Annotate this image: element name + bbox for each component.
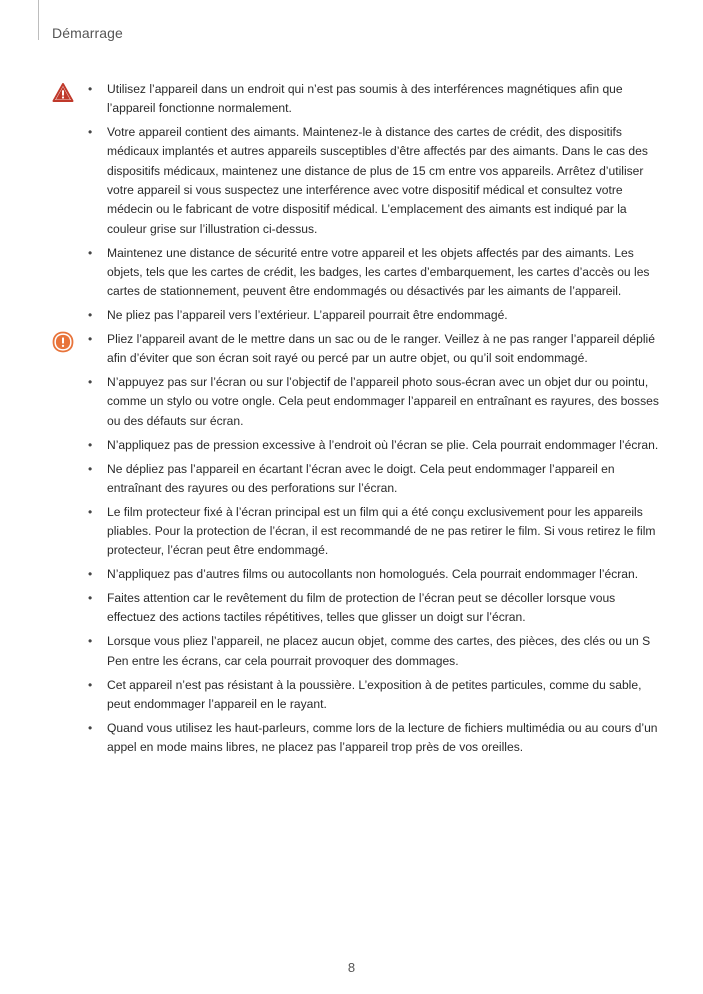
list-item-text: Cet appareil n’est pas résistant à la poussière. L’exposition à de petites particules, comme du sable, peut endommager l’appareil en le rayant. — [107, 677, 642, 711]
bullet-dot-icon: • — [88, 308, 93, 323]
list-item-text: Ne pliez pas l’appareil vers l’extérieur. L’appareil pourrait être endommagé. — [107, 308, 508, 323]
bullet-dot-icon: • — [88, 437, 93, 452]
list-item-text: Le film protecteur fixé à l’écran principal est un film qui a été conçu exclusivement pour les appareils pliables. Pour la protection de l’écran, il est recommandé de ne pas retirer le film. Si vous retirez le film protecteur, l’écran peut être endommagé. — [107, 504, 656, 558]
caution-circle-icon — [52, 331, 74, 353]
list-item — [88, 676, 660, 715]
list-item-text: Quand vous utilisez les haut-parleurs, comme lors de la lecture de fichiers multimédia ou au cours d’un appel en mode mains libres, ne placez pas l’appareil trop près de vos oreilles. — [107, 720, 658, 754]
list-item-text: Lorsque vous pliez l’appareil, ne placez aucun objet, comme des cartes, des pièces, des clés ou un S Pen entre les écrans, car cela pourrait provoquer des dommages. — [107, 634, 651, 668]
list-item-text: Utilisez l’appareil dans un endroit qui n’est pas soumis à des interférences magnétiques afin que l’appareil fonctionne normalement. — [107, 82, 623, 116]
list-item — [88, 436, 660, 455]
list-item — [88, 330, 660, 369]
bullet-dot-icon: • — [88, 567, 93, 582]
bullet-dot-icon: • — [88, 634, 93, 649]
page-number: 8 — [347, 960, 356, 975]
list-item — [88, 589, 660, 628]
bullet-dot-icon: • — [88, 375, 93, 390]
list-item — [88, 719, 660, 758]
bullet-dot-icon: • — [88, 504, 93, 519]
list-item — [88, 244, 660, 302]
bullet-dot-icon: • — [88, 461, 93, 476]
list-item — [88, 565, 660, 584]
list-item-text: N’appliquez pas d’autres films ou autocollants non homologués. Cela pourrait endommager l’écran. — [107, 567, 639, 582]
list-item-text: Ne dépliez pas l’appareil en écartant l’écran avec le doigt. Cela peut endommager l’appareil en entraînant des rayures ou des perforations sur l’écran. — [107, 461, 615, 495]
list-item — [88, 460, 660, 499]
list-item-text: Maintenez une distance de sécurité entre votre appareil et les objets affectés par des aimants. Les objets, tels que les cartes de crédit, les badges, les cartes d’embarquement, les cartes d’accès ou les cartes de stationnement, peuvent être endommagés ou désactivés par les aimants de l’appareil. — [107, 245, 650, 299]
list-item-text: N’appliquez pas de pression excessive à l’endroit où l’écran se plie. Cela pourrait endommager l’écran. — [107, 437, 659, 452]
header-rule — [38, 0, 39, 40]
bullet-dot-icon: • — [88, 677, 93, 692]
bullet-dot-icon: • — [88, 720, 93, 735]
bullet-dot-icon: • — [88, 82, 93, 96]
list-item — [88, 306, 660, 325]
warning-triangle-icon — [52, 82, 74, 104]
list-item-text: Votre appareil contient des aimants. Maintenez-le à distance des cartes de crédit, des dispositifs médicaux implantés et autres appareils susceptibles d’être affectés par des aimants. Dans le cas des dispositifs médicaux, maintenez une distance de plus de 15 cm entre vos appareils. Arrêtez d’utiliser votre appareil si vous suspectez une interférence avec votre dispositif médical et consultez votre médecin ou le fabricant de votre dispositif médical. L’emplacement des aimants est indiqué par la couleur grise sur l’illustration ci-dessus. — [107, 125, 648, 236]
list-item — [88, 632, 660, 671]
list-item-text: Faites attention car le revêtement du film de protection de l’écran peut se décoller lorsque vous effectuez des actions tactiles répétitives, telles que glisser un doigt sur l’écran. — [107, 591, 616, 625]
list-item-text: Pliez l’appareil avant de le mettre dans un sac ou de le ranger. Veillez à ne pas ranger l’appareil déplié afin d’éviter que son écran soit rayé ou percé par un autre objet, ou qu’il soit endommagé. — [107, 332, 655, 366]
list-item — [88, 80, 660, 119]
warning-bullet-list — [88, 80, 660, 330]
list-item — [88, 503, 660, 561]
bullet-dot-icon: • — [88, 125, 93, 140]
page-header-title: Démarrage — [52, 25, 123, 41]
caution-bullet-list — [88, 330, 660, 762]
list-item — [88, 123, 660, 239]
bullet-dot-icon: • — [88, 332, 93, 346]
bullet-dot-icon: • — [88, 245, 93, 260]
list-item-text: N’appuyez pas sur l’écran ou sur l’objectif de l’appareil photo sous-écran avec un objet dur ou pointu, comme un stylo ou votre ongle. Cela peut endommager l’appareil en entraînant es rayures, des bosses ou des défauts sur écran. — [107, 375, 659, 428]
bullet-dot-icon: • — [88, 591, 93, 606]
list-item — [88, 373, 660, 431]
